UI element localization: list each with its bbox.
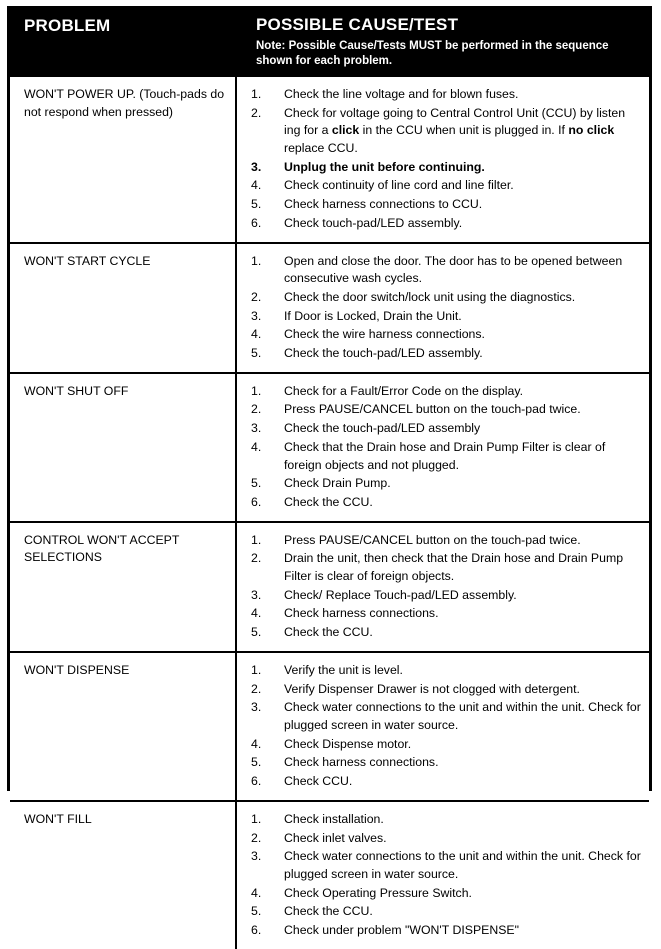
cause-test-inner bbox=[237, 77, 649, 242]
step-list bbox=[251, 811, 641, 940]
step-item bbox=[251, 215, 641, 233]
step-list bbox=[251, 86, 641, 233]
step-number: 2. bbox=[251, 105, 262, 120]
step-number: 4. bbox=[251, 178, 262, 193]
problem-text: WON'T DISPENSE bbox=[24, 662, 130, 677]
cause-test-cell bbox=[236, 243, 649, 373]
step-number: 2. bbox=[251, 402, 262, 417]
step-text: Check continuity of line cord and line filter. bbox=[284, 178, 514, 193]
step-list bbox=[251, 253, 641, 363]
step-item bbox=[251, 624, 641, 642]
step-number: 1. bbox=[251, 811, 262, 826]
table-row bbox=[10, 801, 649, 949]
step-text: Open and close the door. The door has to be opened between consecutive wash cycles. bbox=[284, 253, 623, 286]
step-item bbox=[251, 475, 641, 493]
step-text: Check CCU. bbox=[284, 774, 353, 789]
step-number: 1. bbox=[251, 253, 262, 268]
step-text: Check/ Replace Touch-pad/LED assembly. bbox=[284, 587, 517, 602]
step-list bbox=[251, 532, 641, 642]
step-text: Drain the unit, then check that the Drain hose and Drain Pump Filter is clear of foreign objects. bbox=[284, 551, 624, 584]
step-item bbox=[251, 177, 641, 195]
step-item bbox=[251, 811, 641, 829]
step-text: Press PAUSE/CANCEL button on the touch-pad twice. bbox=[284, 402, 581, 417]
table-row bbox=[10, 373, 649, 522]
step-text: Check the CCU. bbox=[284, 904, 373, 919]
step-number: 5. bbox=[251, 904, 262, 919]
step-text: Check the line voltage and for blown fuses. bbox=[284, 86, 519, 101]
step-number: 6. bbox=[251, 774, 262, 789]
step-item bbox=[251, 86, 641, 104]
step-list bbox=[251, 383, 641, 512]
step-text: Check under problem "WON'T DISPENSE" bbox=[284, 923, 520, 938]
table-row bbox=[10, 243, 649, 373]
step-number: 3. bbox=[251, 421, 262, 436]
table-row bbox=[10, 652, 649, 801]
step-text: Check Operating Pressure Switch. bbox=[284, 885, 472, 900]
header-problem-title: PROBLEM bbox=[24, 16, 111, 35]
step-item bbox=[251, 420, 641, 438]
step-number: 2. bbox=[251, 681, 262, 696]
step-item bbox=[251, 773, 641, 791]
step-item bbox=[251, 289, 641, 307]
cause-test-cell bbox=[236, 76, 649, 243]
header-problem-inner bbox=[10, 9, 236, 36]
step-text: Check the door switch/lock unit using the diagnostics. bbox=[284, 289, 576, 304]
step-item bbox=[251, 401, 641, 419]
step-number: 1. bbox=[251, 86, 262, 101]
step-item bbox=[251, 754, 641, 772]
step-number: 1. bbox=[251, 383, 262, 398]
header-cell-problem bbox=[10, 9, 236, 76]
step-item bbox=[251, 345, 641, 363]
step-number: 4. bbox=[251, 736, 262, 751]
problem-text: WON'T FILL bbox=[24, 811, 92, 826]
step-text: Check the touch-pad/LED assembly bbox=[284, 421, 481, 436]
header-cause-inner bbox=[236, 9, 649, 75]
step-number: 2. bbox=[251, 551, 262, 566]
step-text: Check the touch-pad/LED assembly. bbox=[284, 346, 483, 361]
table-row bbox=[10, 522, 649, 652]
step-text: Check water connections to the unit and within the unit. Check for plugged screen in water source. bbox=[284, 849, 641, 881]
step-item bbox=[251, 532, 641, 550]
step-number: 4. bbox=[251, 885, 262, 900]
step-item bbox=[251, 699, 641, 734]
cause-test-cell bbox=[236, 652, 649, 801]
step-text: Check the CCU. bbox=[284, 625, 373, 640]
step-text: Check for voltage going to Central Control Unit (CCU) by listen ing for a click in the CCU when unit is plugged in. If no click replace CCU. bbox=[284, 105, 626, 155]
step-number: 6. bbox=[251, 923, 262, 938]
cause-test-inner bbox=[237, 802, 649, 949]
step-text: Check harness connections. bbox=[284, 606, 439, 621]
step-list bbox=[251, 662, 641, 791]
table-body bbox=[10, 9, 649, 949]
step-number: 3. bbox=[251, 700, 262, 715]
cause-test-cell bbox=[236, 522, 649, 652]
step-item bbox=[251, 605, 641, 623]
problem-cell bbox=[10, 522, 236, 652]
step-text: Press PAUSE/CANCEL button on the touch-pad twice. bbox=[284, 532, 581, 547]
step-number: 6. bbox=[251, 215, 262, 230]
step-text: Check that the Drain hose and Drain Pump Filter is clear of foreign objects and not plugged. bbox=[284, 439, 606, 472]
step-number: 4. bbox=[251, 606, 262, 621]
step-item bbox=[251, 681, 641, 699]
step-text: Unplug the unit before continuing. bbox=[284, 159, 485, 174]
problem-cell bbox=[10, 243, 236, 373]
table-header-row bbox=[10, 9, 649, 76]
step-number: 5. bbox=[251, 197, 262, 212]
step-number: 2. bbox=[251, 289, 262, 304]
step-number: 3. bbox=[251, 308, 262, 323]
step-item bbox=[251, 736, 641, 754]
problem-text: WON'T SHUT OFF bbox=[24, 383, 129, 398]
problem-text: CONTROL WON'T ACCEPT SELECTIONS bbox=[24, 532, 180, 565]
cause-test-cell bbox=[236, 801, 649, 949]
step-number: 5. bbox=[251, 755, 262, 770]
step-item bbox=[251, 885, 641, 903]
step-text: Check the CCU. bbox=[284, 494, 373, 509]
cause-test-inner bbox=[237, 653, 649, 800]
step-number: 6. bbox=[251, 494, 262, 509]
troubleshooting-table-frame bbox=[7, 6, 652, 938]
step-item bbox=[251, 308, 641, 326]
step-item bbox=[251, 903, 641, 921]
step-item bbox=[251, 662, 641, 680]
step-text: If Door is Locked, Drain the Unit. bbox=[284, 308, 462, 323]
cause-test-inner bbox=[237, 374, 649, 521]
step-item bbox=[251, 587, 641, 605]
cause-test-inner bbox=[237, 244, 649, 372]
step-text: Check touch-pad/LED assembly. bbox=[284, 215, 463, 230]
step-text: Check the wire harness connections. bbox=[284, 327, 485, 342]
header-cell-cause bbox=[236, 9, 649, 76]
header-note: Note: Possible Cause/Tests MUST be performed in the sequence shown for each problem. bbox=[256, 39, 609, 67]
step-item bbox=[251, 922, 641, 940]
step-text: Check Dispense motor. bbox=[284, 736, 412, 751]
problem-text: WON'T POWER UP. (Touch-pads do not respond when pressed) bbox=[24, 86, 225, 119]
problem-cell bbox=[10, 76, 236, 243]
step-text: Check inlet valves. bbox=[284, 830, 387, 845]
step-number: 5. bbox=[251, 346, 262, 361]
step-number: 4. bbox=[251, 327, 262, 342]
step-item bbox=[251, 159, 641, 177]
step-number: 2. bbox=[251, 830, 262, 845]
problem-cell bbox=[10, 373, 236, 522]
step-number: 1. bbox=[251, 532, 262, 547]
step-item bbox=[251, 848, 641, 883]
step-item bbox=[251, 830, 641, 848]
problem-text: WON'T START CYCLE bbox=[24, 253, 151, 268]
step-text: Check harness connections to CCU. bbox=[284, 197, 483, 212]
step-item bbox=[251, 383, 641, 401]
cause-test-inner bbox=[237, 523, 649, 651]
step-text: Check Drain Pump. bbox=[284, 476, 391, 491]
step-text: Check water connections to the unit and within the unit. Check for plugged screen in water source. bbox=[284, 700, 641, 732]
step-item bbox=[251, 105, 641, 158]
step-text: Verify Dispenser Drawer is not clogged with detergent. bbox=[284, 681, 580, 696]
step-item bbox=[251, 326, 641, 344]
step-item bbox=[251, 196, 641, 214]
step-item bbox=[251, 439, 641, 474]
troubleshooting-table bbox=[10, 9, 649, 949]
problem-cell bbox=[10, 652, 236, 801]
step-text: Check for a Fault/Error Code on the display. bbox=[284, 383, 523, 398]
step-number: 3. bbox=[251, 159, 262, 174]
step-number: 5. bbox=[251, 476, 262, 491]
step-number: 1. bbox=[251, 662, 262, 677]
step-number: 3. bbox=[251, 587, 262, 602]
step-item bbox=[251, 253, 641, 288]
cause-test-cell bbox=[236, 373, 649, 522]
step-text: Check harness connections. bbox=[284, 755, 439, 770]
step-text: Check installation. bbox=[284, 811, 384, 826]
problem-cell bbox=[10, 801, 236, 949]
step-item bbox=[251, 494, 641, 512]
table-row bbox=[10, 76, 649, 243]
step-number: 4. bbox=[251, 439, 262, 454]
step-number: 3. bbox=[251, 849, 262, 864]
step-number: 5. bbox=[251, 625, 262, 640]
step-text: Verify the unit is level. bbox=[284, 662, 403, 677]
step-item bbox=[251, 550, 641, 585]
header-cause-title: POSSIBLE CAUSE/TEST bbox=[256, 15, 459, 34]
